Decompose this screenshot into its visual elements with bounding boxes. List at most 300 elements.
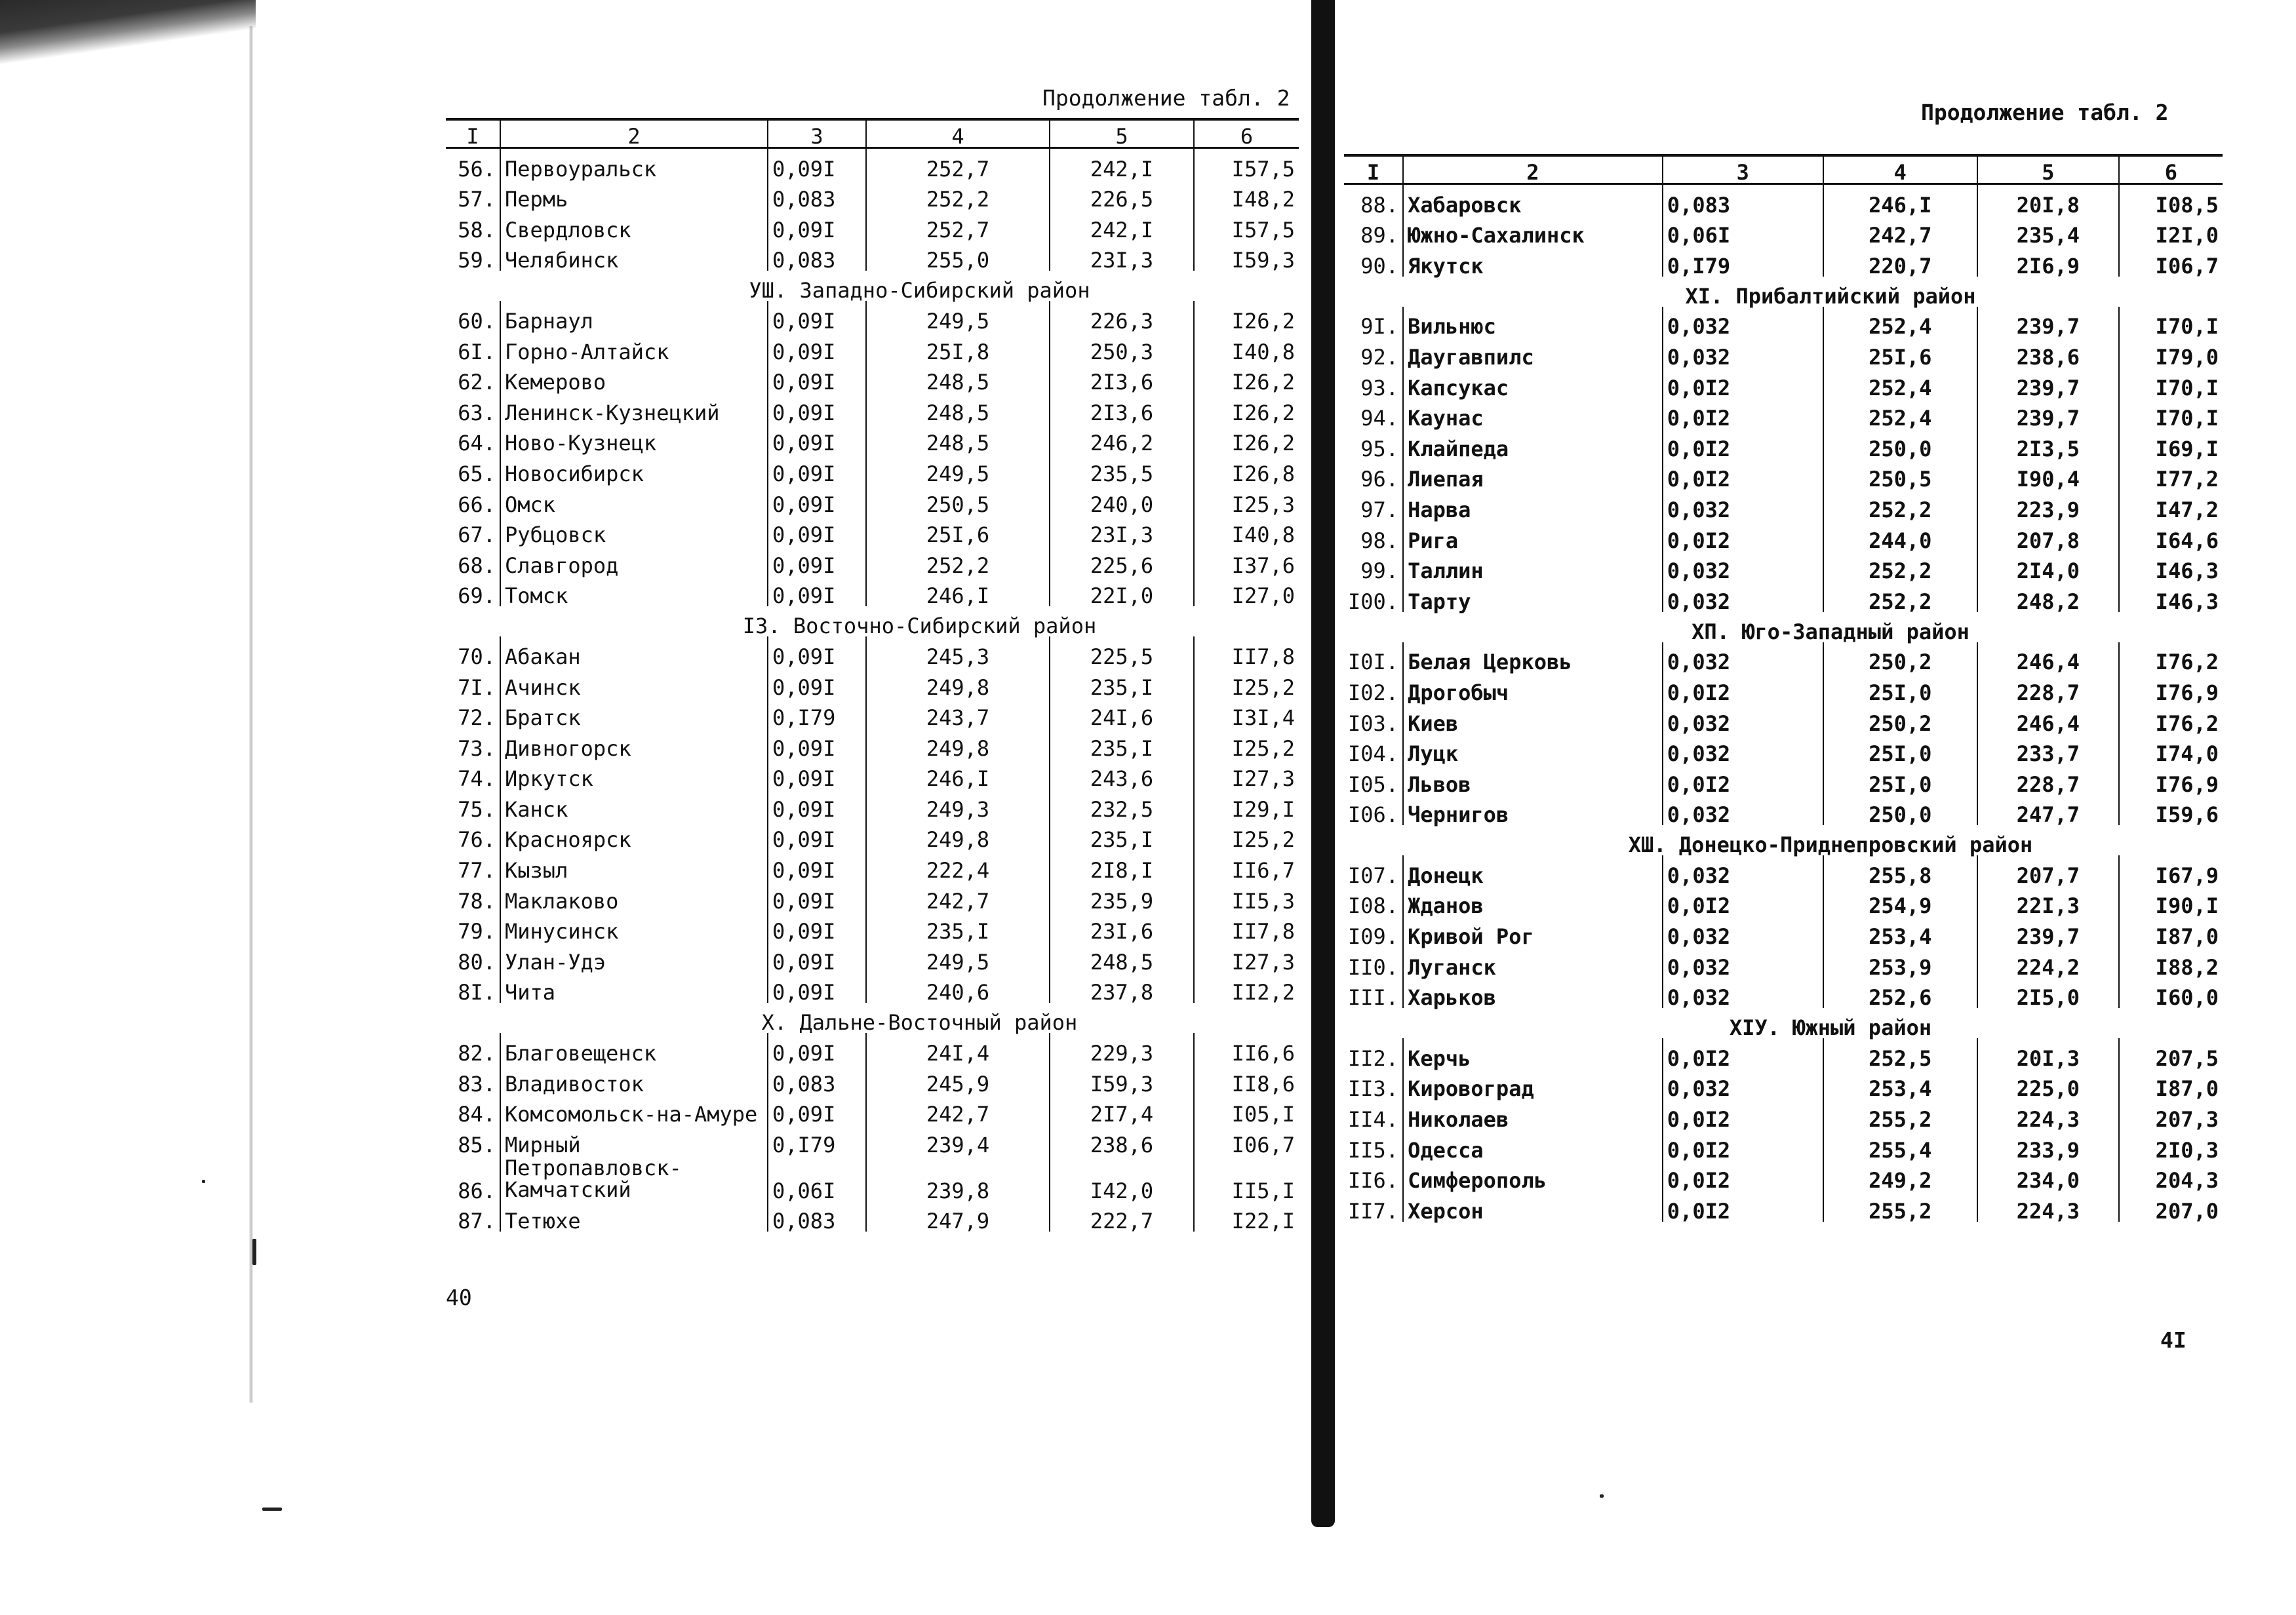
city-name: Таллин (1403, 551, 1663, 582)
book-spine (1311, 0, 1335, 1527)
cell-col-4: 25I,0 (1823, 734, 1977, 765)
table-row (1344, 520, 2223, 551)
cell-col-3: 0,09I (768, 393, 866, 423)
city-name: Горно-Алтайск (500, 332, 768, 362)
city-name: Хабаровск (1403, 184, 1663, 216)
cell-col-4: 244,0 (1823, 520, 1977, 551)
row-number: 60. (458, 308, 496, 334)
cell-col-6: I88,2 (2119, 947, 2223, 978)
cell-col-3: 0,032 (1663, 337, 1823, 368)
column-header: 3 (1663, 155, 1823, 184)
data-table (446, 118, 1299, 1232)
row-number: 88. (1360, 192, 1399, 218)
scan-speck (1600, 1494, 1604, 1498)
cell-col-6: I3I,4 (1194, 698, 1299, 729)
city-name: Одесса (1403, 1130, 1663, 1161)
cell-col-3: 0,032 (1663, 703, 1823, 734)
cell-col-3: 0,09I (768, 454, 866, 484)
city-name: Жданов (1403, 886, 1663, 917)
table-row (446, 301, 1299, 332)
row-number: 84. (458, 1102, 496, 1127)
cell-col-4: 254,9 (1823, 886, 1977, 917)
cell-col-4: 249,5 (866, 942, 1050, 973)
table-row (1344, 978, 2223, 1009)
table-row (446, 180, 1299, 210)
city-name: Николаев (1403, 1099, 1663, 1130)
cell-col-6: I25,3 (1194, 484, 1299, 515)
cell-col-5: 235,I (1050, 728, 1194, 759)
column-header: 6 (1194, 119, 1299, 148)
cell-col-3: 0,032 (1663, 642, 1823, 673)
row-number: 89. (1360, 223, 1399, 248)
cell-col-3: 0,09I (768, 728, 866, 759)
cell-col-5: 234,0 (1977, 1161, 2119, 1192)
row-number: 62. (458, 370, 496, 395)
city-name: Улан-Удэ (500, 942, 768, 973)
cell-col-4: 255,8 (1823, 855, 1977, 886)
cell-col-3: 0,083 (1663, 184, 1823, 216)
cell-col-4: 252,6 (1823, 978, 1977, 1009)
row-number: 7I. (458, 674, 496, 700)
cell-col-3: 0,I79 (768, 698, 866, 729)
cell-col-4: 245,9 (866, 1064, 1050, 1095)
row-number: I05. (1348, 771, 1399, 797)
table-row (446, 1201, 1299, 1232)
table-row (1344, 1038, 2223, 1069)
row-number: II3. (1348, 1076, 1399, 1102)
cell-col-6: I25,2 (1194, 667, 1299, 698)
cell-col-4: 249,5 (866, 454, 1050, 484)
table-row (1344, 734, 2223, 765)
table-row (446, 545, 1299, 576)
table-row (1344, 581, 2223, 612)
cell-col-6: I26,2 (1194, 301, 1299, 332)
cell-col-4: 246,I (866, 759, 1050, 790)
cell-col-6: I59,6 (2119, 795, 2223, 826)
cell-col-3: 0,09I (768, 789, 866, 820)
cell-col-3: 0,083 (768, 1064, 866, 1095)
cell-col-5: 235,I (1050, 820, 1194, 851)
cell-col-4: 222,4 (866, 850, 1050, 881)
cell-col-4: 250,2 (1823, 642, 1977, 673)
cell-col-5: 2I4,0 (1977, 551, 2119, 582)
cell-col-6: II5,I (1194, 1156, 1299, 1201)
cell-col-3: 0,0I2 (1663, 886, 1823, 917)
table-row (446, 362, 1299, 393)
city-name: Лиепая (1403, 459, 1663, 490)
row-number: 93. (1360, 375, 1399, 400)
table-row (446, 515, 1299, 546)
city-name: Омск (500, 484, 768, 515)
table-row (446, 576, 1299, 607)
city-name: Тетюхе (500, 1201, 768, 1232)
cell-col-3: 0,09I (768, 942, 866, 973)
cell-col-4: 250,2 (1823, 703, 1977, 734)
city-name: Дрогобыч (1403, 672, 1663, 703)
table-row (1344, 642, 2223, 673)
cell-col-3: 0,09I (768, 912, 866, 943)
region-heading-row (446, 271, 1299, 301)
table-row (1344, 490, 2223, 520)
city-name: Каунас (1403, 399, 1663, 429)
city-name: Комсомольск-на-Амуре (500, 1095, 768, 1125)
cell-col-3: 0,09I (768, 1033, 866, 1064)
cell-col-5: 246,4 (1977, 703, 2119, 734)
cell-col-4: 242,7 (1823, 216, 1977, 246)
cell-col-3: 0,032 (1663, 551, 1823, 582)
cell-col-3: 0,09I (768, 576, 866, 607)
cell-col-6: I40,8 (1194, 332, 1299, 362)
cell-col-3: 0,06I (768, 1156, 866, 1201)
cell-col-3: 0,032 (1663, 734, 1823, 765)
cell-col-4: 252,2 (1823, 551, 1977, 582)
table-header-row (446, 119, 1299, 148)
region-heading: X. Дальне-Восточный район (761, 1010, 1078, 1036)
cell-col-5: 22I,3 (1977, 886, 2119, 917)
cell-col-3: 0,0I2 (1663, 1161, 1823, 1192)
cell-col-3: 0,0I2 (1663, 1038, 1823, 1069)
cell-col-6: 2I0,3 (2119, 1130, 2223, 1161)
cell-col-3: 0,0I2 (1663, 429, 1823, 459)
row-number: 58. (458, 217, 496, 243)
cell-col-3: 0,032 (1663, 916, 1823, 947)
table-row (446, 636, 1299, 667)
table-row (446, 850, 1299, 881)
column-header: 2 (500, 119, 768, 148)
city-name: Иркутск (500, 759, 768, 790)
cell-col-3: 0,09I (768, 545, 866, 576)
cell-col-5: 235,4 (1977, 216, 2119, 246)
row-number: 75. (458, 796, 496, 822)
row-number: 65. (458, 461, 496, 486)
cell-col-5: 243,6 (1050, 759, 1194, 790)
cell-col-6: 207,3 (2119, 1099, 2223, 1130)
cell-col-4: 25I,0 (1823, 764, 1977, 795)
cell-col-4: 252,4 (1823, 307, 1977, 338)
cell-col-5: 238,6 (1050, 1125, 1194, 1156)
cell-col-6: I25,2 (1194, 820, 1299, 851)
cell-col-3: 0,09I (768, 759, 866, 790)
cell-col-4: 245,3 (866, 636, 1050, 667)
cell-col-5: 232,5 (1050, 789, 1194, 820)
cell-col-3: 0,09I (768, 301, 866, 332)
table-row (446, 1156, 1299, 1201)
city-name: Керчь (1403, 1038, 1663, 1069)
cell-col-3: 0,032 (1663, 307, 1823, 338)
cell-col-6: I79,0 (2119, 337, 2223, 368)
cell-col-4: 255,4 (1823, 1130, 1977, 1161)
cell-col-4: 25I,6 (1823, 337, 1977, 368)
cell-col-5: 240,0 (1050, 484, 1194, 515)
region-heading-row (1344, 1008, 2223, 1038)
row-number: I04. (1348, 741, 1399, 767)
table-row (1344, 672, 2223, 703)
cell-col-6: I2I,0 (2119, 216, 2223, 246)
row-number: 68. (458, 553, 496, 578)
data-table (1344, 154, 2223, 1222)
table-row (446, 1064, 1299, 1095)
cell-col-5: 2I7,4 (1050, 1095, 1194, 1125)
row-number: 69. (458, 583, 496, 609)
cell-col-3: 0,06I (1663, 216, 1823, 246)
row-number: I07. (1348, 863, 1399, 888)
cell-col-6: I05,I (1194, 1095, 1299, 1125)
cell-col-4: 248,5 (866, 362, 1050, 393)
row-number: I06. (1348, 802, 1399, 828)
table-row (446, 1125, 1299, 1156)
cell-col-5: 22I,0 (1050, 576, 1194, 607)
row-number: 80. (458, 949, 496, 975)
cell-col-5: 228,7 (1977, 672, 2119, 703)
cell-col-4: 25I,8 (866, 332, 1050, 362)
row-number: 78. (458, 888, 496, 914)
city-name: Вильнюс (1403, 307, 1663, 338)
cell-col-5: 229,3 (1050, 1033, 1194, 1064)
cell-col-6: I76,9 (2119, 672, 2223, 703)
city-name: Харьков (1403, 978, 1663, 1009)
city-name: Владивосток (500, 1064, 768, 1095)
cell-col-3: 0,I79 (1663, 246, 1823, 277)
city-name: Мирный (500, 1125, 768, 1156)
cell-col-4: 253,4 (1823, 1069, 1977, 1100)
cell-col-4: 250,0 (1823, 795, 1977, 826)
cell-col-6: I70,I (2119, 307, 2223, 338)
cell-col-4: 239,8 (866, 1156, 1050, 1201)
row-number: 72. (458, 705, 496, 731)
cell-col-4: 253,9 (1823, 947, 1977, 978)
cell-col-3: 0,083 (768, 180, 866, 210)
cell-col-3: 0,09I (768, 636, 866, 667)
city-name: Луцк (1403, 734, 1663, 765)
cell-col-4: 252,4 (1823, 368, 1977, 399)
cell-col-5: 225,5 (1050, 636, 1194, 667)
cell-col-3: 0,09I (768, 973, 866, 1003)
table-row (446, 973, 1299, 1003)
row-number: 94. (1360, 406, 1399, 431)
cell-col-4: 248,5 (866, 423, 1050, 454)
cell-col-3: 0,0I2 (1663, 1099, 1823, 1130)
cell-col-6: I27,3 (1194, 942, 1299, 973)
cell-col-4: 239,4 (866, 1125, 1050, 1156)
city-name: Пермь (500, 180, 768, 210)
table-row (1344, 703, 2223, 734)
scan-speck (252, 1239, 256, 1265)
region-heading-row (1344, 612, 2223, 642)
cell-col-3: 0,09I (768, 850, 866, 881)
city-name: Петропавловск- Камчатский (500, 1156, 768, 1201)
row-number: 59. (458, 248, 496, 273)
cell-col-4: 25I,0 (1823, 672, 1977, 703)
cell-col-6: I47,2 (2119, 490, 2223, 520)
cell-col-5: 233,7 (1977, 734, 2119, 765)
cell-col-5: 248,5 (1050, 942, 1194, 973)
cell-col-3: 0,09I (768, 820, 866, 851)
cell-col-3: 0,0I2 (1663, 672, 1823, 703)
cell-col-5: 248,2 (1977, 581, 2119, 612)
row-number: 95. (1360, 436, 1399, 461)
cell-col-3: 0,0I2 (1663, 368, 1823, 399)
row-number: 63. (458, 400, 496, 425)
cell-col-4: 250,5 (866, 484, 1050, 515)
cell-col-4: 252,7 (866, 210, 1050, 241)
cell-col-4: 250,0 (1823, 429, 1977, 459)
table-row (1344, 855, 2223, 886)
cell-col-6: II7,8 (1194, 912, 1299, 943)
cell-col-6: I87,0 (2119, 916, 2223, 947)
cell-col-5: 246,4 (1977, 642, 2119, 673)
table-row (446, 728, 1299, 759)
cell-col-4: 249,8 (866, 667, 1050, 698)
cell-col-5: 2I3,5 (1977, 429, 2119, 459)
row-number: 86. (458, 1178, 496, 1203)
table-row (1344, 947, 2223, 978)
cell-col-5: 235,9 (1050, 881, 1194, 912)
cell-col-3: 0,09I (768, 667, 866, 698)
row-number: I08. (1348, 893, 1399, 919)
cell-col-6: I25,2 (1194, 728, 1299, 759)
city-name: Кемерово (500, 362, 768, 393)
cell-col-5: 226,5 (1050, 180, 1194, 210)
scan-shadow-corner (0, 0, 256, 72)
cell-col-5: I42,0 (1050, 1156, 1194, 1201)
table-row (1344, 886, 2223, 917)
cell-col-4: 248,5 (866, 393, 1050, 423)
city-name: Якутск (1403, 246, 1663, 277)
cell-col-5: 238,6 (1977, 337, 2119, 368)
row-number: II2. (1348, 1045, 1399, 1071)
cell-col-4: 242,7 (866, 881, 1050, 912)
city-name: Дивногорск (500, 728, 768, 759)
cell-col-3: 0,032 (1663, 978, 1823, 1009)
city-name: Львов (1403, 764, 1663, 795)
cell-col-4: 246,I (866, 576, 1050, 607)
cell-col-6: I26,2 (1194, 393, 1299, 423)
region-heading-row (1344, 825, 2223, 855)
cell-col-6: II6,7 (1194, 850, 1299, 881)
continuation-title: Продолжение табл. 2 (1921, 100, 2169, 125)
city-name: Луганск (1403, 947, 1663, 978)
table-row (446, 1095, 1299, 1125)
row-number: 83. (458, 1071, 496, 1097)
cell-col-5: 224,2 (1977, 947, 2119, 978)
cell-col-6: I22,I (1194, 1201, 1299, 1232)
column-header: 4 (1823, 155, 1977, 184)
cell-col-3: 0,032 (1663, 795, 1823, 826)
table-header-row (1344, 155, 2223, 184)
row-number: 74. (458, 766, 496, 792)
table-row (1344, 429, 2223, 459)
cell-col-4: 25I,6 (866, 515, 1050, 546)
cell-col-5: 2I3,6 (1050, 393, 1194, 423)
row-number: II5. (1348, 1137, 1399, 1163)
cell-col-5: 222,7 (1050, 1201, 1194, 1232)
cell-col-5: 239,7 (1977, 368, 2119, 399)
row-number: 76. (458, 827, 496, 853)
cell-col-3: 0,032 (1663, 581, 1823, 612)
table-row (446, 1033, 1299, 1064)
city-name: Рубцовск (500, 515, 768, 546)
table-row (446, 789, 1299, 820)
city-name: Красноярск (500, 820, 768, 851)
cell-col-5: 2I5,0 (1977, 978, 2119, 1009)
city-name: Белая Церковь (1403, 642, 1663, 673)
row-number: I02. (1348, 680, 1399, 705)
city-name: Клайпеда (1403, 429, 1663, 459)
table-body (446, 148, 1299, 1232)
cell-col-4: 249,8 (866, 820, 1050, 851)
cell-col-4: 249,2 (1823, 1161, 1977, 1192)
cell-col-4: 242,7 (866, 1095, 1050, 1125)
row-number: 8I. (458, 980, 496, 1005)
cell-col-4: 249,5 (866, 301, 1050, 332)
cell-col-5: 239,7 (1977, 399, 2119, 429)
cell-col-5: 233,9 (1977, 1130, 2119, 1161)
cell-col-6: I74,0 (2119, 734, 2223, 765)
cell-col-5: 23I,3 (1050, 515, 1194, 546)
table-row (446, 393, 1299, 423)
table-row (1344, 551, 2223, 582)
cell-col-5: 239,7 (1977, 307, 2119, 338)
table-row (1344, 246, 2223, 277)
cell-col-6: I48,2 (1194, 180, 1299, 210)
cell-col-5: 228,7 (1977, 764, 2119, 795)
cell-col-4: 253,4 (1823, 916, 1977, 947)
column-header: I (1344, 155, 1403, 184)
cell-col-3: 0,0I2 (1663, 459, 1823, 490)
cell-col-6: I08,5 (2119, 184, 2223, 216)
city-name: Нарва (1403, 490, 1663, 520)
column-header: 2 (1403, 155, 1663, 184)
city-name: Кызыл (500, 850, 768, 881)
region-heading-row (446, 1003, 1299, 1033)
cell-col-4: 252,5 (1823, 1038, 1977, 1069)
region-heading-row (1344, 277, 2223, 307)
cell-col-5: 239,7 (1977, 916, 2119, 947)
column-header: I (446, 119, 500, 148)
row-number: 67. (458, 522, 496, 548)
city-name: Ачинск (500, 667, 768, 698)
row-number: 77. (458, 858, 496, 884)
cell-col-6: I27,0 (1194, 576, 1299, 607)
row-number: 98. (1360, 528, 1399, 553)
cell-col-6: I60,0 (2119, 978, 2223, 1009)
city-name: Новосибирск (500, 454, 768, 484)
table-row (1344, 1191, 2223, 1222)
city-name: Абакан (500, 636, 768, 667)
cell-col-3: 0,09I (768, 210, 866, 241)
table-row (446, 454, 1299, 484)
cell-col-6: II7,8 (1194, 636, 1299, 667)
cell-col-3: 0,0I2 (1663, 1130, 1823, 1161)
cell-col-4: 249,8 (866, 728, 1050, 759)
cell-col-6: I77,2 (2119, 459, 2223, 490)
column-header: 3 (768, 119, 866, 148)
row-number: I03. (1348, 710, 1399, 736)
region-heading: УШ. Западно-Сибирский район (749, 278, 1090, 303)
cell-col-6: I90,I (2119, 886, 2223, 917)
row-number: 82. (458, 1041, 496, 1066)
row-number: 56. (458, 156, 496, 182)
city-name: Киев (1403, 703, 1663, 734)
cell-col-3: 0,I79 (768, 1125, 866, 1156)
cell-col-5: 224,3 (1977, 1099, 2119, 1130)
cell-col-4: 24I,4 (866, 1033, 1050, 1064)
cell-col-5: I59,3 (1050, 1064, 1194, 1095)
cell-col-3: 0,09I (768, 362, 866, 393)
cell-col-4: 220,7 (1823, 246, 1977, 277)
city-name: Южно-Сахалинск (1403, 216, 1663, 246)
cell-col-3: 0,09I (768, 515, 866, 546)
